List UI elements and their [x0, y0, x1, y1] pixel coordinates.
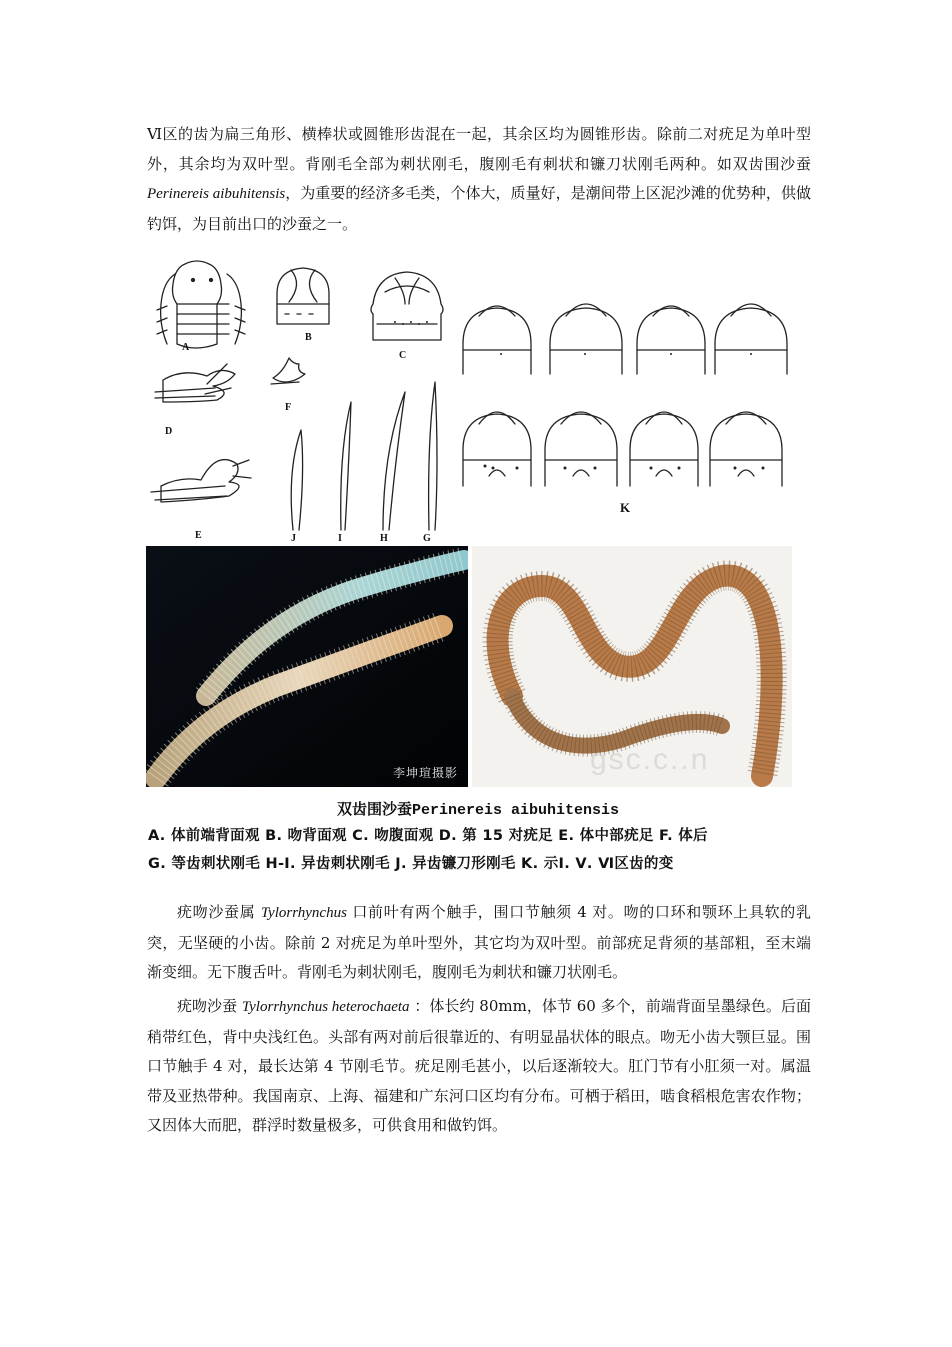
photo-worms-dark-background	[146, 546, 468, 787]
photo-watermark: gsc.c..n	[590, 743, 710, 776]
figure-label-g: G	[423, 533, 431, 544]
species-text-a: 疣吻沙蚕	[177, 997, 242, 1015]
genus-name-tylorrhynchus: Tylorrhynchus	[260, 905, 347, 921]
species-name-perinereis: Perinereis aibuhitensis	[147, 186, 286, 202]
figure-label-c: C	[399, 350, 407, 361]
intro-text-a: Ⅵ区的齿为扁三角形、横棒状或圆锥形齿混在一起，其余区均为圆锥形齿。除前二对疣足为单叶型外，其余均为双叶型。背刚毛全部为刺状刚毛，腹刚毛有刺状和镰刀状刚毛两种。如双齿围沙蚕	[147, 125, 811, 173]
figure-label-d: D	[165, 426, 173, 437]
sketch-e-parapodium	[151, 460, 251, 502]
species-name-tylorrhynchus: Tylorrhynchus heterochaeta	[241, 999, 410, 1015]
anatomy-line-drawings	[145, 254, 810, 546]
sketch-b-proboscis-dorsal	[277, 268, 329, 324]
figure-label-h: H	[380, 533, 388, 544]
figure-label-f: F	[285, 402, 292, 413]
figure-label-k: K	[620, 500, 631, 515]
figure-label-b: B	[305, 332, 312, 343]
caption-title	[146, 798, 810, 819]
caption-title-latin: Perinereis aibuhitensis	[411, 802, 620, 819]
figure-label-e: E	[195, 530, 202, 541]
caption-line-2: G. 等齿刺状刚毛 H-I. 异齿刺状刚毛 J. 异齿镰刀形刚毛 K. 示Ⅰ. Ⅴ. Ⅵ区齿的变	[148, 856, 674, 872]
figure-label-a: A	[182, 342, 190, 353]
sketch-a-anterior-dorsal	[157, 261, 245, 348]
sketch-k-row2	[463, 412, 782, 486]
photo-credit: 李坤瑄摄影	[392, 766, 458, 780]
figure-label-j: J	[291, 533, 296, 544]
tylorrhynchus-species-paragraph	[147, 992, 811, 1141]
figure-label-i: I	[338, 533, 342, 544]
worm-illustration-left	[146, 546, 468, 787]
figure-caption	[146, 792, 810, 876]
sketch-c-proboscis-ventral	[371, 272, 443, 340]
caption-title-cn: 双齿围沙蚕	[336, 800, 412, 818]
sketch-setae-jihg	[291, 382, 437, 530]
caption-line-1: A. 体前端背面观 B. 吻背面观 C. 吻腹面观 D. 第 15 对疣足 E. 体中部疣足 F. 体后	[148, 828, 708, 844]
tylorrhynchus-genus-paragraph	[147, 898, 811, 988]
anatomy-sketches-svg	[145, 254, 810, 546]
sketch-f-posterior-parapodium	[271, 358, 305, 384]
sketch-d-parapodium	[155, 364, 235, 402]
genus-text-a: 疣吻沙蚕属	[177, 903, 261, 921]
photo-worm-light-background	[472, 546, 792, 787]
genus-text-b: 口前叶有两个触手，围口节触须 4 对。吻的口环和颚环上具软的乳突，无坚硬的小齿。除前 2 对疣足为单叶型外，其它均为双叶型。前部疣足背须的基部粗，至末端渐变细。无下腹舌叶。背刚毛为刺状刚毛，腹刚毛为刺状和镰刀状刚毛。	[147, 903, 811, 981]
species-text-b: ：体长约 80mm，体节 60 多个，前端背面呈墨绿色。后面稍带红色，背中央浅红色。头部有两对前后很靠近的、有明显晶状体的眼点。吻无小齿大颚巨显。围口节触手 4 对，最长达第 4 节刚毛节。疣足刚毛甚小，以后逐渐较大。肛门节有小肛须一对。属温带及亚热带种。我国南京、上海、福建和广东河口区均有分布。可栖于稻田，啮食稻根危害农作物；又因体大而肥，群浮时数量极多，可供食用和做钓饵。	[147, 997, 811, 1134]
intro-paragraph	[147, 120, 811, 239]
sketch-k-row1	[463, 304, 787, 374]
intro-text-b: ，为重要的经济多毛类，个体大，质量好，是潮间带上区泥沙滩的优势种，供做钓饵，为目前出口的沙蚕之一。	[147, 184, 811, 233]
